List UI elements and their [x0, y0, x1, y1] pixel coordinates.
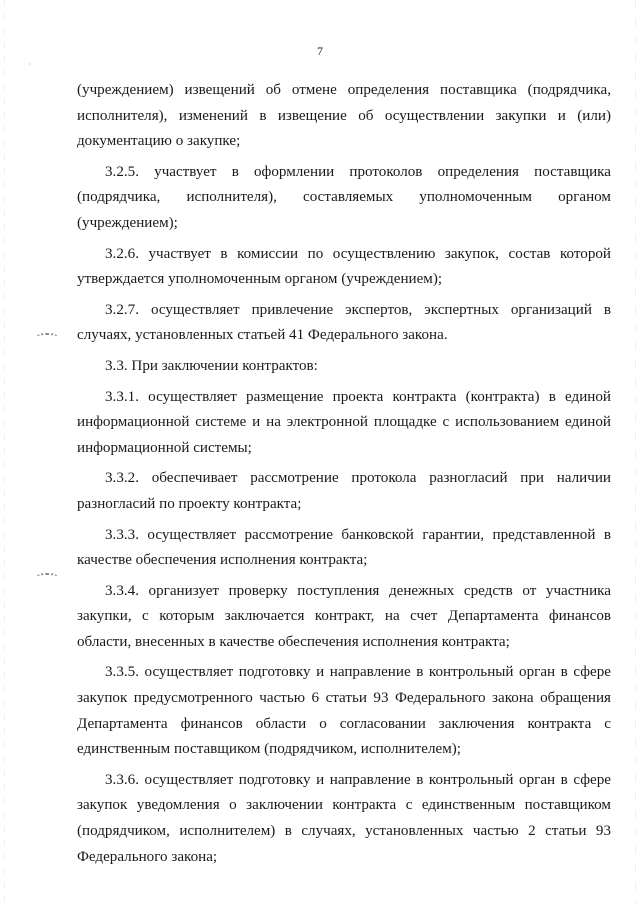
paragraph-3-3-1: 3.3.1. осуществляет размещение проекта контракта (контракта) в единой информационной системе и на электронной площадке с использованием единой информационной системы;: [77, 388, 611, 456]
page-number: 7: [317, 44, 323, 58]
paragraph-3-2-7: 3.2.7. осуществляет привлечение экспертов, экспертных организаций в случаях, установленных статьей 41 Федерального закона.: [77, 301, 611, 344]
scan-edge-right: [635, 0, 636, 905]
document-body: [77, 78, 611, 870]
paragraph-3-3-5: 3.3.5. осуществляет подготовку и направление в контрольный орган в сфере закупок предусмотренного частью 6 статьи 93 Федерального закона обращения Департамента финансов области о согласовании заключения контракта с единственным поставщиком (подрядчиком, исполнителем);: [77, 664, 611, 758]
scan-dot: ·: [28, 60, 31, 69]
scan-hole-mark-lower: [36, 573, 58, 581]
paragraph-3-3-4: 3.3.4. организует проверку поступления денежных средств от участника закупки, с которым заключается контракт, на счет Департамента финансов области, внесенных в качестве обеспечения исполнения контракта;: [77, 582, 611, 650]
paragraph-3-2-6: 3.2.6. участвует в комиссии по осуществлению закупок, состав которой утверждается уполномоченным органом (учреждением);: [77, 245, 611, 288]
paragraph-3-2-5: 3.2.5. участвует в оформлении протоколов определения поставщика (подрядчика, исполнителя), составляемых уполномоченным органом (учреждением);: [77, 163, 611, 231]
paragraph-3-3-6: 3.3.6. осуществляет подготовку и направление в контрольный орган в сфере закупок уведомления о заключении контракта с единственным поставщиком (подрядчиком, исполнителем) в случаях, установленных частью 2 статьи 93 Федерального закона;: [77, 771, 611, 865]
paragraph-continuation: (учреждением) извещений об отмене определения поставщика (подрядчика, исполнителя), изменений в извещение об осуществлении закупки и (или) документацию о закупке;: [77, 82, 611, 150]
paragraph-3-3-2: 3.3.2. обеспечивает рассмотрение протокола разногласий при наличии разногласий по проекту контракта;: [77, 470, 611, 512]
paragraph-3-3-3: 3.3.3. осуществляет рассмотрение банковской гарантии, представленной в качестве обеспечения исполнения контракта;: [77, 526, 611, 569]
paragraph-3-3-heading: 3.3. При заключении контрактов:: [105, 357, 318, 374]
scan-edge-left: [4, 0, 5, 905]
scan-hole-mark-upper: [36, 333, 58, 341]
